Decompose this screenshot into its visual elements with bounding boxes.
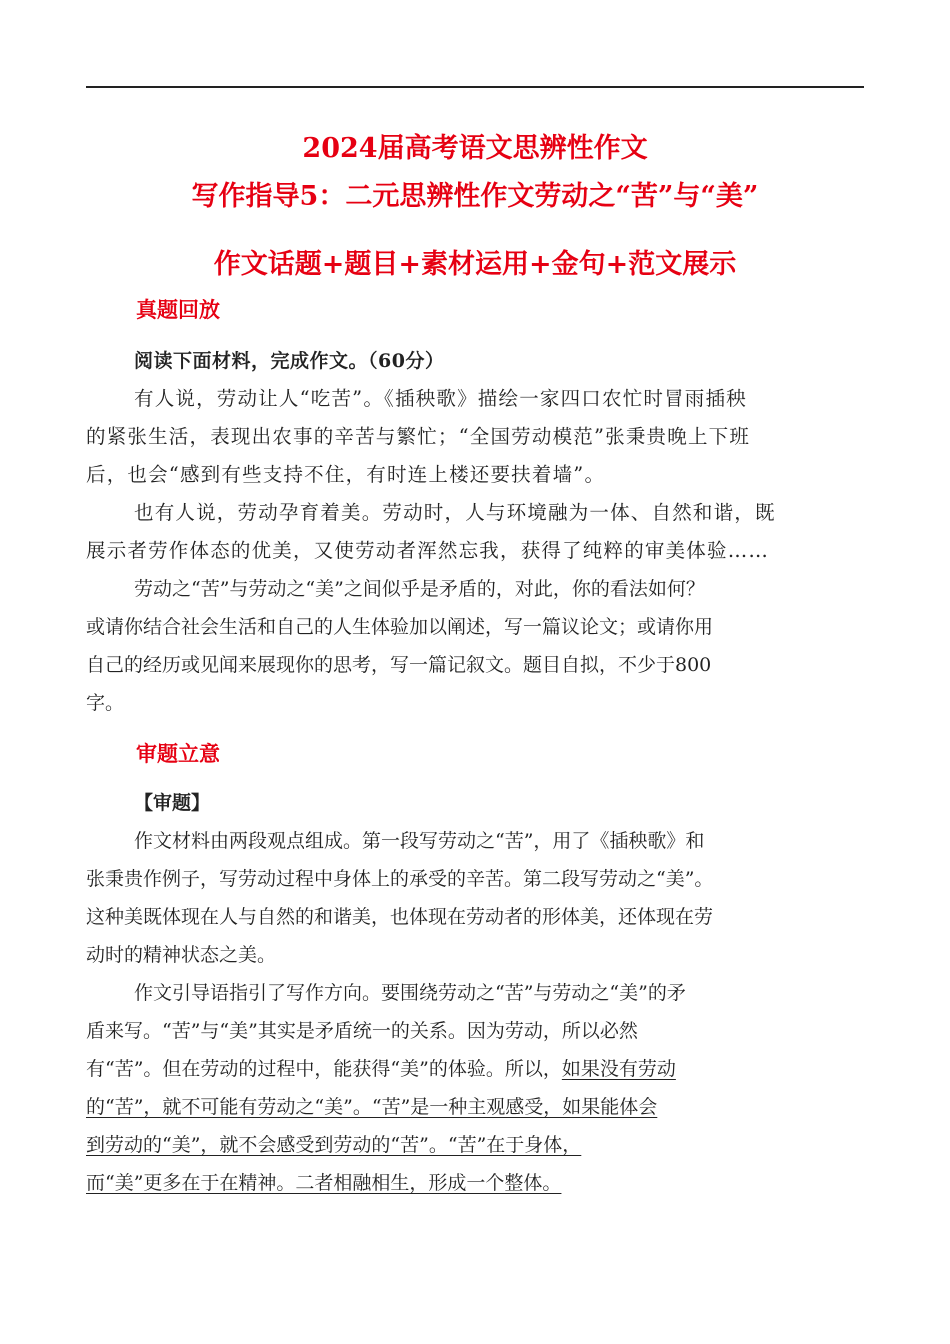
text-line: 劳动之“苦”与劳动之“美”之间似乎是矛盾的，对此，你的看法如何？ bbox=[134, 578, 705, 600]
text-line: 字。 bbox=[86, 692, 125, 714]
document-subtitle: 写作指导5：二元思辨性作文劳动之“苦”与“美” bbox=[191, 181, 759, 212]
underlined-text: 如果没有劳动 bbox=[561, 1058, 676, 1080]
text-line bbox=[86, 1050, 864, 1088]
text-line: 这种美既体现在人与自然的和谐美，也体现在劳动者的形体美，还体现在劳 bbox=[86, 906, 714, 928]
text-line: 作文材料由两段观点组成。第一段写劳动之“苦”，用了《插秧歌》和 bbox=[134, 830, 705, 852]
text-line bbox=[86, 1088, 864, 1126]
prompt-text bbox=[86, 570, 864, 722]
text-line: 展示者劳作体态的优美，又使劳动者浑然忘我，获得了纯粹的审美体验…… bbox=[86, 539, 770, 562]
instruction-block bbox=[86, 342, 864, 380]
underlined-text: 的“苦”，就不可能有劳动之“美”。“苦”是一种主观感受，如果能体会 bbox=[86, 1096, 658, 1118]
text-line: 自己的经历或见闻来展现你的思考，写一篇记叙文。题目自拟，不少于800 bbox=[86, 654, 712, 676]
text-line: 盾来写。“苦”与“美”其实是矛盾统一的关系。因为劳动，所以必然 bbox=[86, 1020, 638, 1042]
text-line: 张秉贵作例子，写劳动过程中身体上的承受的辛苦。第二段写劳动之“美”。 bbox=[86, 868, 714, 890]
section-heading-exam-review: 真题回放 bbox=[136, 298, 220, 322]
section-heading-topic-analysis: 审题立意 bbox=[136, 742, 220, 766]
text-line bbox=[86, 1126, 864, 1164]
material-text bbox=[86, 380, 864, 570]
text-line: 有人说，劳动让人“吃苦”。《插秧歌》描绘一家四口农忙时冒雨插秧 bbox=[134, 387, 747, 410]
text-line: 后，也会“感到有些支持不住，有时连上楼还要扶着墙”。 bbox=[86, 463, 606, 486]
underlined-text: 到劳动的“美”，就不会感受到劳动的“苦”。“苦”在于身体， bbox=[86, 1134, 582, 1156]
text-line: 动时的精神状态之美。 bbox=[86, 944, 277, 966]
header-rule bbox=[86, 86, 864, 88]
analysis-text bbox=[86, 784, 864, 1202]
underlined-text: 而“美”更多在于在精神。二者相融相生，形成一个整体。 bbox=[86, 1172, 562, 1194]
subheading: 【审题】 bbox=[134, 792, 211, 814]
document-topic-line: 作文话题+题目+素材运用+金句+范文展示 bbox=[213, 249, 737, 280]
document-title: 2024届高考语文思辨性作文 bbox=[302, 133, 648, 164]
plain-text: 有“苦”。但在劳动的过程中，能获得“美”的体验。所以， bbox=[86, 1058, 562, 1080]
text-line bbox=[86, 1164, 864, 1202]
text-line: 的紧张生活，表现出农事的辛苦与繁忙；“全国劳动模范”张秉贵晚上下班 bbox=[86, 425, 751, 448]
instruction-line: 阅读下面材料，完成作文。（60分） bbox=[134, 350, 445, 372]
text-line: 或请你结合社会生活和自己的人生体验加以阐述，写一篇议论文；或请你用 bbox=[86, 616, 714, 638]
text-line: 也有人说，劳动孕育着美。劳动时，人与环境融为一体、自然和谐，既 bbox=[134, 501, 776, 524]
text-line: 作文引导语指引了写作方向。要围绕劳动之“苦”与劳动之“美”的矛 bbox=[134, 982, 686, 1004]
